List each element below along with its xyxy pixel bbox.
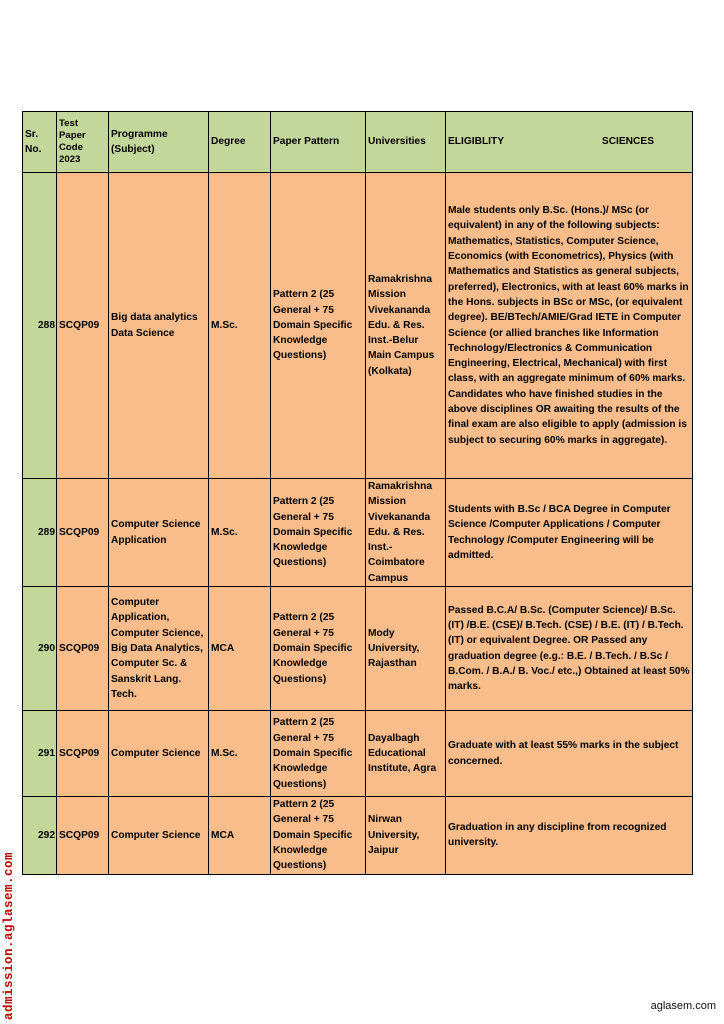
row-paper-pattern: Pattern 2 (25 General + 75 Domain Specific Knowledge Questions)	[271, 479, 366, 587]
row-paper-pattern: Pattern 2 (25 General + 75 Domain Specific Knowledge Questions)	[271, 173, 366, 479]
eligibility-table	[22, 111, 693, 875]
row-degree: MCA	[209, 797, 271, 874]
row-degree: M.Sc.	[209, 173, 271, 479]
row-university: Dayalbagh Educational Institute, Agra	[366, 711, 446, 797]
row-university: Mody University, Rajasthan	[366, 587, 446, 711]
row-paper-pattern: Pattern 2 (25 General + 75 Domain Specific Knowledge Questions)	[271, 797, 366, 874]
row-university: Ramakrishna Mission Vivekananda Edu. & Res. Inst.-Belur Main Campus (Kolkata)	[366, 173, 446, 479]
header-stream-label: SCIENCES	[601, 136, 654, 148]
row-eligibility: Male students only B.Sc. (Hons.)/ MSc (or equivalent) in any of the following subjects: Mathematics, Statistics, Computer Science, Economics (with Econometrics), Physics (with Mathematics and Statistics as general subjects, preferred), Electronics, with at least 60% marks in the Hons. subjects in BSc or MSc, (or equivalent degree). BE/BTech/AMIE/Grad IETE in Computer Science (or allied branches like Information Technology/Electronics & Communication Engineering, Electrical, Mechanical) with first class, with an aggregate minimum of 60% marks. Candidates who have finished studies in the above disciplines OR awaiting the results of the final exam are also eligible to apply (admission is subject to securing 60% marks in aggregate).	[446, 173, 693, 479]
row-paper-code: SCQP09	[57, 479, 109, 587]
header-eligibility	[446, 112, 693, 173]
table-row	[23, 797, 693, 874]
row-eligibility: Graduate with at least 55% marks in the subject concerned.	[446, 711, 693, 797]
row-eligibility: Passed B.C.A/ B.Sc. (Computer Science)/ B.Sc. (IT) /B.E. (CSE)/ B.Tech. (CSE) / B.E. (IT) / B.Tech. (IT) or equivalent Degree. OR Passed any graduation degree (e.g.: B.E. / B.Tech. / B.Sc / B.Com. / B.A./ B. Voc./ etc.,) Obtained at least 50% marks.	[446, 587, 693, 711]
table-header-row	[23, 112, 693, 173]
row-eligibility: Graduation in any discipline from recognized university.	[446, 797, 693, 874]
row-sr-no: 291	[23, 711, 57, 797]
row-university: Ramakrishna Mission Vivekananda Edu. & Res. Inst.- Coimbatore Campus	[366, 479, 446, 587]
header-eligibility-label: ELIGIBLITY	[448, 136, 505, 148]
header-paper-pattern: Paper Pattern	[271, 112, 366, 173]
row-programme: Computer Application, Computer Science, Big Data Analytics, Computer Sc. & Sanskrit Lang. Tech.	[109, 587, 209, 711]
row-paper-pattern: Pattern 2 (25 General + 75 Domain Specific Knowledge Questions)	[271, 711, 366, 797]
row-paper-code: SCQP09	[57, 797, 109, 874]
footer-site-link[interactable]: aglasem.com	[650, 1000, 716, 1012]
header-sr-no: Sr. No.	[23, 112, 57, 173]
row-degree: M.Sc.	[209, 711, 271, 797]
row-paper-code: SCQP09	[57, 711, 109, 797]
row-paper-code: SCQP09	[57, 587, 109, 711]
table-row	[23, 587, 693, 711]
row-programme: Computer Science Application	[109, 479, 209, 587]
row-degree: M.Sc.	[209, 479, 271, 587]
row-eligibility: Students with B.Sc / BCA Degree in Computer Science /Computer Applications / Computer Technology /Computer Engineering will be admitted.	[446, 479, 693, 587]
header-universities: Universities	[366, 112, 446, 173]
row-degree: MCA	[209, 587, 271, 711]
table-row	[23, 479, 693, 587]
header-programme: Programme (Subject)	[109, 112, 209, 173]
table-row	[23, 173, 693, 479]
row-sr-no: 289	[23, 479, 57, 587]
row-sr-no: 288	[23, 173, 57, 479]
row-programme: Computer Science	[109, 711, 209, 797]
table-row	[23, 711, 693, 797]
header-test-paper-code: Test Paper Code 2023	[57, 112, 109, 173]
row-programme: Computer Science	[109, 797, 209, 874]
row-paper-code: SCQP09	[57, 173, 109, 479]
row-sr-no: 292	[23, 797, 57, 874]
row-paper-pattern: Pattern 2 (25 General + 75 Domain Specific Knowledge Questions)	[271, 587, 366, 711]
row-programme: Big data analytics Data Science	[109, 173, 209, 479]
watermark-text: admission.aglasem.com	[2, 851, 16, 1020]
header-degree: Degree	[209, 112, 271, 173]
row-sr-no: 290	[23, 587, 57, 711]
row-university: Nirwan University, Jaipur	[366, 797, 446, 874]
